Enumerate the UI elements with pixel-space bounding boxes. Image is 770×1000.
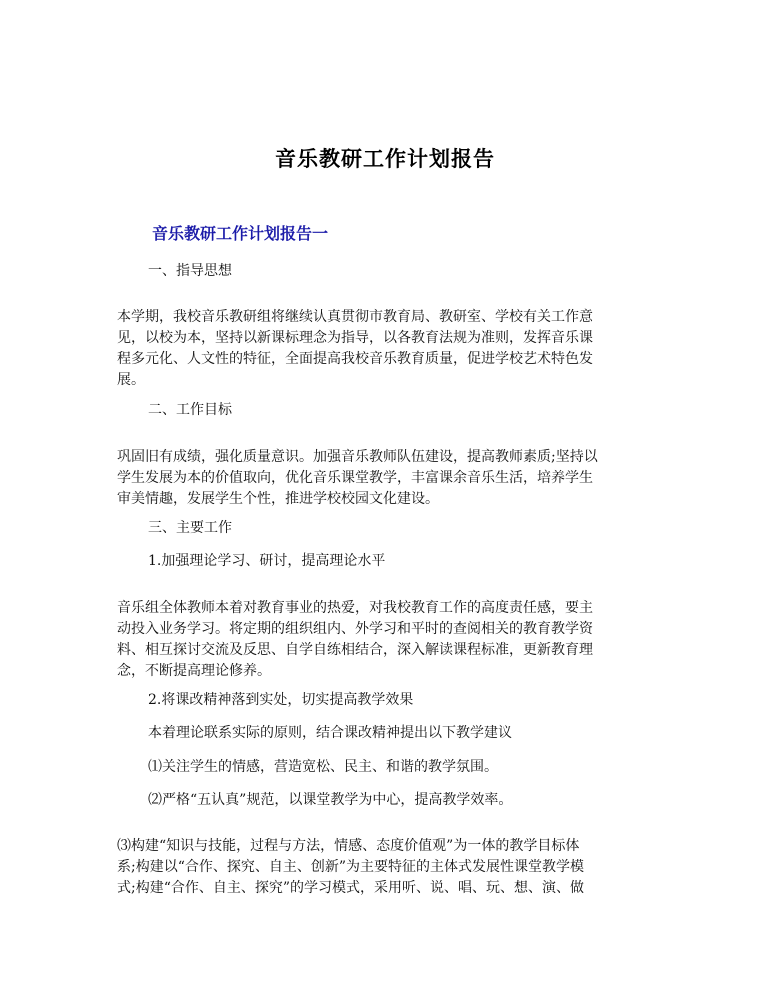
paragraph-guiding-ideology — [117, 307, 657, 391]
paragraph-line: 审美情趣，发展学生个性，推进学校校园文化建设。 — [117, 491, 439, 507]
paragraph-line: 本学期，我校音乐教研组将继续认真贯彻市教育局、教研室、学校有关工作意 — [117, 309, 593, 325]
paragraph-theory-study — [117, 598, 657, 682]
paragraph-line: 见，以校为本，坚持以新课标理念为指导，以各教育法规为准则，发挥音乐课 — [117, 330, 593, 346]
paragraph-line: 动投入业务学习。将定期的组织组内、外学习和平时的查阅相关的教育教学资 — [117, 621, 593, 637]
paragraph-line: 学生发展为本的价值取向，优化音乐课堂教学，丰富课余音乐生活，培养学生 — [117, 470, 593, 486]
paragraph-line: 念，不断提高理论修养。 — [117, 663, 271, 679]
paragraph-line: 展。 — [117, 372, 145, 388]
paragraph-line: 料、相互探讨交流及反思、自学自练相结合，深入解读课程标准，更新教育理 — [117, 642, 593, 658]
paragraph-line: 程多元化、人文性的特征，全面提高我校音乐教育质量，促进学校艺术特色发 — [117, 351, 593, 367]
heading-guiding-ideology: 一、指导思想 — [148, 263, 232, 279]
document-title: 音乐教研工作计划报告 — [275, 146, 495, 171]
paragraph-work-goals — [117, 447, 657, 510]
section-subtitle: 音乐教研工作计划报告一 — [152, 224, 329, 243]
paragraph-line: 系;构建以“合作、探究、自主、创新”为主要特征的主体式发展性课堂教学模 — [117, 859, 585, 875]
paragraph-line: ⑶构建“知识与技能，过程与方法，情感、态度价值观”为一体的教学目标体 — [117, 838, 580, 854]
item-theory-study: 1.加强理论学习、研讨，提高理论水平 — [148, 553, 386, 569]
item-teaching-suggestions-intro: 本着理论联系实际的原则，结合课改精神提出以下教学建议 — [148, 725, 512, 741]
suggestion-1: ⑴关注学生的情感，营造宽松、民主、和谐的教学氛围。 — [148, 759, 498, 775]
suggestion-2: ⑵严格“五认真”规范，以课堂教学为中心，提高教学效率。 — [148, 792, 513, 808]
suggestion-3-paragraph — [117, 836, 657, 899]
item-curriculum-reform: 2.将课改精神落到实处，切实提高教学效果 — [148, 692, 414, 708]
paragraph-line: 巩固旧有成绩，强化质量意识。加强音乐教师队伍建设，提高教师素质;坚持以 — [117, 449, 598, 465]
heading-work-goals: 二、工作目标 — [148, 402, 232, 418]
heading-main-work: 三、主要工作 — [148, 520, 232, 536]
paragraph-line: 式;构建“合作、自主、探究”的学习模式，采用听、说、唱、玩、想、演、做 — [117, 880, 585, 896]
paragraph-line: 音乐组全体教师本着对教育事业的热爱，对我校教育工作的高度责任感，要主 — [117, 600, 593, 616]
